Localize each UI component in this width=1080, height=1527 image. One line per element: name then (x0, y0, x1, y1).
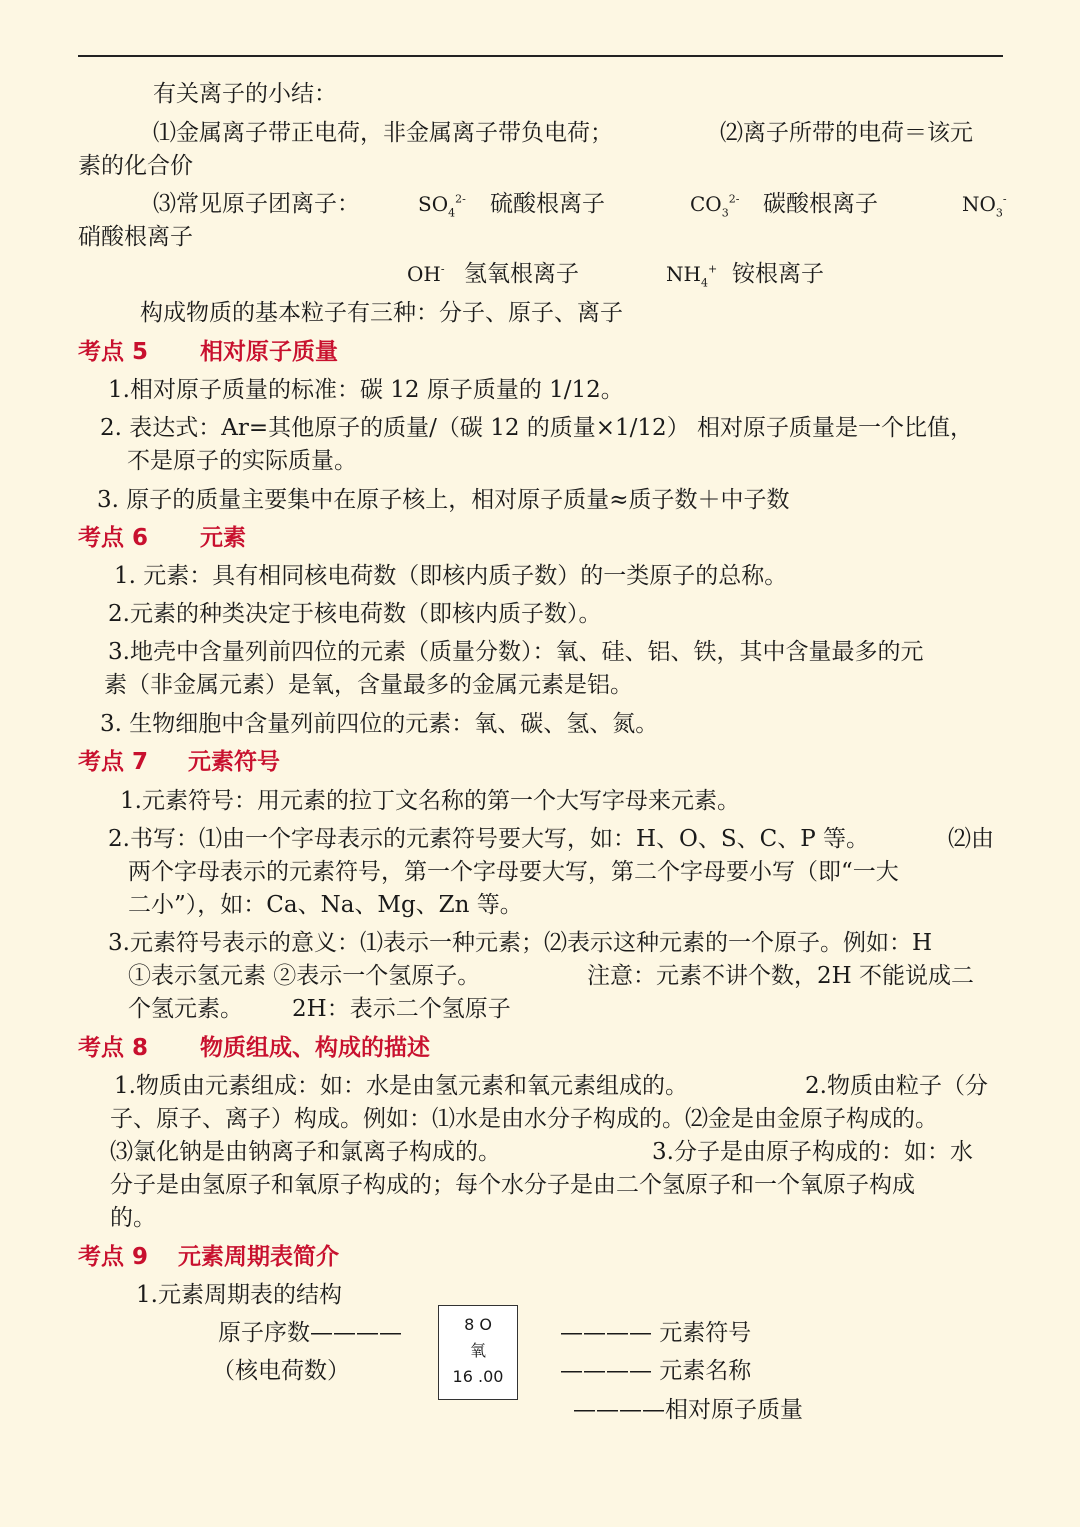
kp6-number: 考点 6 (78, 525, 149, 551)
kp5-line-2b: 不是原子的实际质量。 (127, 448, 357, 474)
ion-point-3-label: ⑶常见原子团离子： (153, 191, 360, 217)
kp5-heading (78, 336, 338, 369)
kp5-line-1: 1.相对原子质量的标准：碳 12 原子质量的 1/12。 (108, 377, 624, 403)
ion-name-so4: 硫酸根离子 (490, 191, 605, 217)
nuclear-charge-label: （核电荷数） (212, 1358, 350, 1384)
kp5-title: 相对原子质量 (200, 339, 339, 365)
kp9-heading (78, 1241, 339, 1274)
ion-formula-nh4: $NH_4^+$ (666, 262, 718, 290)
kp8-heading (78, 1032, 430, 1065)
kp6-line-3a: 3.地壳中含量列前四位的元素（质量分数）：氧、硅、铝、铁，其中含量最多的元 (108, 639, 924, 665)
kp7-heading (78, 746, 280, 779)
ion-point-2a: ⑵离子所带的电荷＝该元 (720, 120, 973, 146)
kp7-line-2a: 2.书写：⑴由一个字母表示的元素符号要大写，如：H、O、S、C、P 等。 (108, 826, 869, 852)
ion-summary-title: 有关离子的小结： (153, 81, 337, 107)
top-rule (78, 55, 1003, 57)
basic-particles: 构成物质的基本粒子有三种：分子、原子、离子 (140, 300, 623, 326)
kp7-line-2b: 两个字母表示的元素符号，第一个字母要大写，第二个字母要小写（即“一大 (128, 859, 899, 885)
cell-number-symbol: 8 O (464, 1315, 492, 1334)
kp7-line-2c: 二小”），如：Ca、Na、Mg、Zn 等。 (128, 892, 523, 918)
kp6-line-4: 3. 生物细胞中含量列前四位的元素：氧、碳、氢、氮。 (100, 711, 659, 737)
ion-name-no3: 硝酸根离子 (78, 224, 193, 250)
kp7-line-2a-2: ⑵由 (948, 826, 994, 852)
ion-point-1: ⑴金属离子带正电荷，非金属离子带负电荷； (153, 120, 613, 146)
ion-formula-so4: $SO_4^{2-}$ (418, 192, 466, 220)
kp5-number: 考点 5 (78, 339, 149, 365)
kp8-line-5: 的。 (110, 1205, 156, 1231)
element-name-label: ———— 元素名称 (560, 1358, 752, 1384)
kp8-number: 考点 8 (78, 1035, 149, 1061)
ion-formula-no3: $NO_3^-$ (962, 192, 1007, 220)
kp6-title: 元素 (200, 525, 247, 551)
periodic-table-cell (438, 1305, 518, 1400)
kp7-line-1: 1.元素符号：用元素的拉丁文名称的第一个大写字母来元素。 (120, 788, 740, 814)
ion-formula-oh: OH- (407, 262, 445, 286)
kp8-line-2: 子、原子、离子）构成。例如：⑴水是由水分子构成的。⑵金是由金原子构成的。 (110, 1106, 938, 1132)
ion-formula-co3: $CO_3^{2-}$ (690, 192, 740, 220)
kp5-line-3: 3. 原子的质量主要集中在原子核上，相对原子质量≈质子数＋中子数 (97, 487, 790, 513)
kp8-title: 物质组成、构成的描述 (200, 1035, 431, 1061)
ion-name-co3: 碳酸根离子 (763, 191, 878, 217)
kp6-heading (78, 522, 246, 555)
kp7-line-3c-2: 2H：表示二个氢原子 (292, 996, 511, 1022)
element-symbol-label: ———— 元素符号 (560, 1320, 752, 1346)
kp9-line-1: 1.元素周期表的结构 (136, 1282, 342, 1308)
kp8-line-1b: 2.物质由粒子（分 (805, 1073, 988, 1099)
kp8-line-1: 1.物质由元素组成：如：水是由氢元素和氧元素组成的。 (114, 1073, 688, 1099)
kp7-line-3b-1: ①表示氢元素 ②表示一个氢原子。 (128, 963, 481, 989)
ion-point-2b: 素的化合价 (78, 153, 193, 179)
ion-name-oh: 氢氧根离子 (464, 261, 579, 287)
kp5-line-2a: 2. 表达式：Ar=其他原子的质量/（碳 12 的质量×1/12） 相对原子质量是一个比值， (100, 415, 974, 441)
cell-atomic-mass: 16 .00 (452, 1367, 504, 1386)
ion-name-nh4: 铵根离子 (732, 261, 824, 287)
kp7-line-3c: 个氢元素。 (128, 996, 243, 1022)
kp6-line-1: 1. 元素：具有相同核电荷数（即核内质子数）的一类原子的总称。 (114, 563, 788, 589)
kp9-number: 考点 9 (78, 1244, 149, 1270)
atomic-mass-label: ————相对原子质量 (573, 1397, 803, 1423)
kp6-line-3b: 素（非金属元素）是氧，含量最多的金属元素是铝。 (104, 672, 633, 698)
kp7-number: 考点 7 (78, 749, 149, 775)
atomic-number-label: 原子序数———— (218, 1320, 402, 1346)
kp8-line-4: 分子是由氢原子和氧原子构成的；每个水分子是由二个氢原子和一个氧原子构成 (110, 1172, 915, 1198)
kp6-line-2: 2.元素的种类决定于核电荷数（即核内质子数）。 (108, 601, 602, 627)
kp7-line-3a: 3.元素符号表示的意义：⑴表示一种元素；⑵表示这种元素的一个原子。例如：H (108, 930, 933, 956)
cell-element-name: 氧 (469, 1341, 486, 1360)
kp7-line-3b-2: 注意：元素不讲个数，2H 不能说成二 (587, 963, 975, 989)
kp8-line-3: ⑶氯化钠是由钠离子和氯离子构成的。 (110, 1139, 501, 1165)
kp9-title: 元素周期表简介 (178, 1244, 340, 1270)
kp8-line-3b: 3.分子是由原子构成的：如：水 (652, 1139, 973, 1165)
kp7-title: 元素符号 (188, 749, 281, 775)
